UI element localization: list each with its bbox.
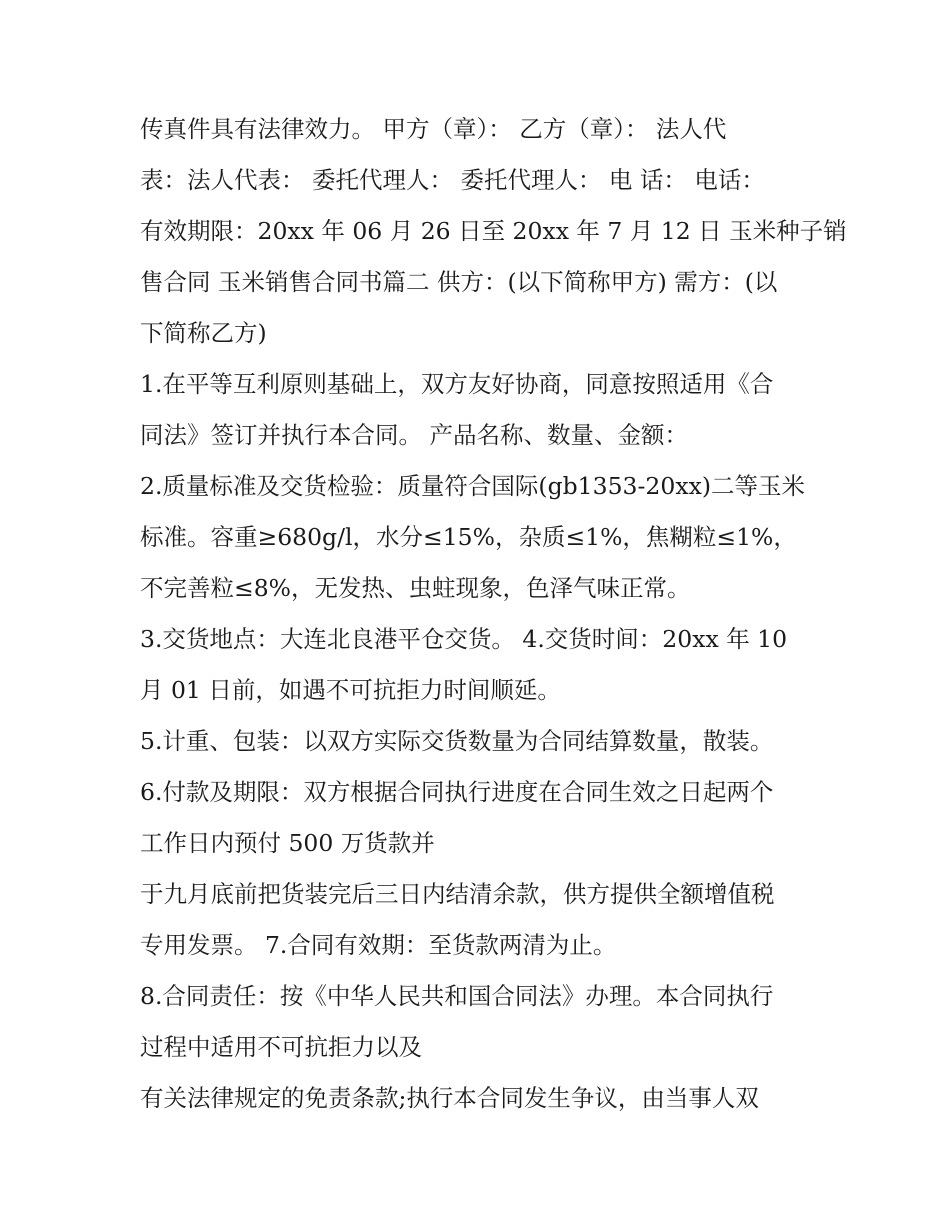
text-line-6: 1.在平等互利原则基础上，双方友好协商，同意按照适用《合: [140, 370, 774, 398]
text-line-12: 月 01 日前，如遇不可抗拒力时间顺延。: [140, 676, 561, 704]
text-line-9: 标准。容重≥680g/l，水分≤15%，杂质≤1%，焦糊粒≤1%，: [140, 523, 797, 551]
text-line-10: 不完善粒≤8%，无发热、虫蛀现象，色泽气味正常。: [140, 574, 691, 602]
text-line-4: 售合同 玉米销售合同书篇二 供方：(以下简称甲方) 需方：(以: [140, 268, 778, 296]
text-line-20: 有关法律规定的免责条款;执行本合同发生争议，由当事人双: [140, 1084, 759, 1112]
text-line-17: 专用发票。 7.合同有效期：至货款两清为止。: [140, 931, 617, 959]
text-line-3: 有效期限：20xx 年 06 月 26 日至 20xx 年 7 月 12 日 玉米种子销: [140, 217, 847, 245]
document-body: [140, 104, 847, 1124]
text-line-11: 3.交货地点：大连北良港平仓交货。 4.交货时间：20xx 年 10: [140, 625, 788, 653]
text-line-18: 8.合同责任：按《中华人民共和国合同法》办理。本合同执行: [140, 982, 774, 1010]
text-line-15: 工作日内预付 500 万货款并: [140, 829, 435, 857]
text-line-1: 传真件具有法律效力。 甲方（章）： 乙方（章）： 法人代: [140, 115, 727, 143]
text-line-8: 2.质量标准及交货检验：质量符合国际(gb1353-20xx)二等玉米: [140, 472, 805, 500]
text-line-19: 过程中适用不可抗拒力以及: [140, 1033, 422, 1061]
text-line-2: 表：法人代表： 委托代理人： 委托代理人： 电 话： 电话：: [140, 166, 765, 194]
text-line-16: 于九月底前把货装完后三日内结清余款，供方提供全额增值税: [140, 880, 775, 908]
text-line-13: 5.计重、包装：以双方实际交货数量为合同结算数量，散装。: [140, 727, 774, 755]
text-line-7: 同法》签订并执行本合同。 产品名称、数量、金额：: [140, 421, 688, 449]
text-line-5: 下简称乙方): [140, 319, 267, 347]
text-line-14: 6.付款及期限：双方根据合同执行进度在合同生效之日起两个: [140, 778, 774, 806]
